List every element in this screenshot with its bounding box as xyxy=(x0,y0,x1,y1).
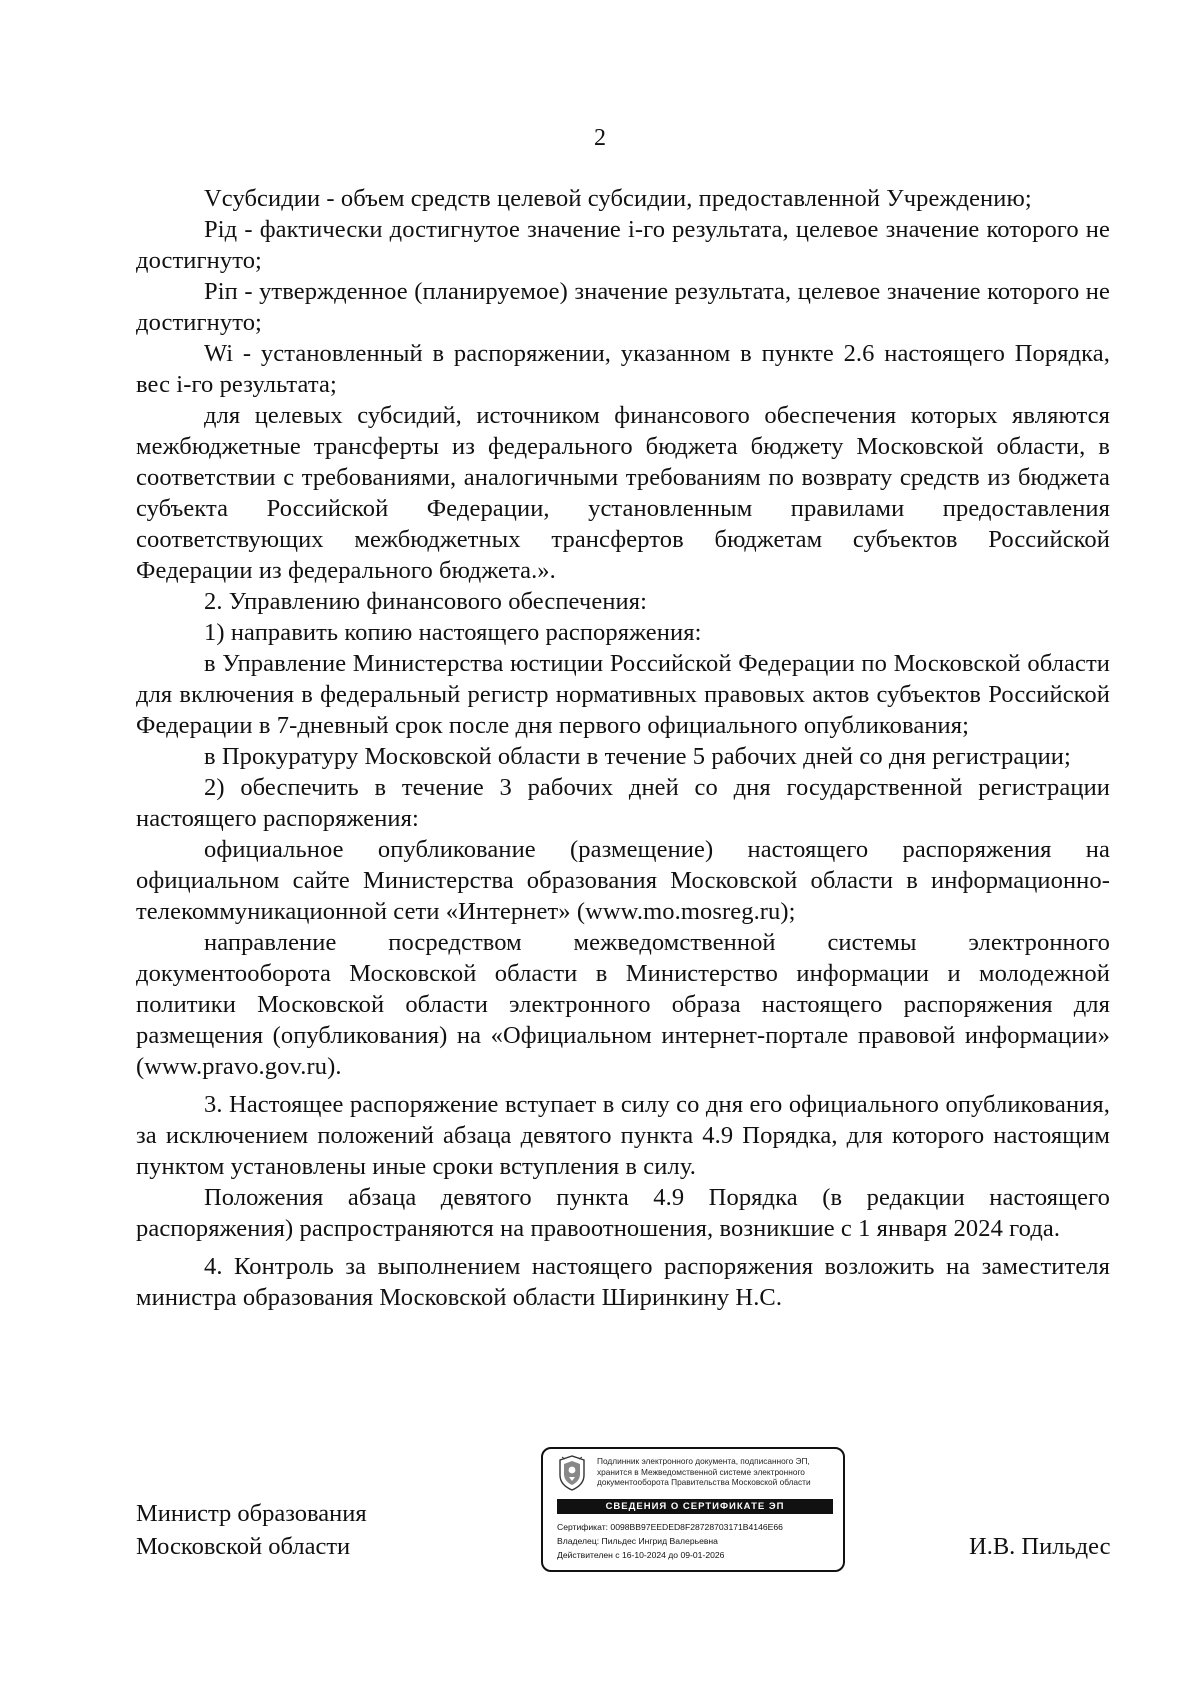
paragraph-prosecutors-office: в Прокуратуру Московской области в течение 5 рабочих дней со дня регистрации; xyxy=(204,743,1071,770)
certificate-validity: Действителен с 16-10-2024 до 09-01-2026 xyxy=(557,1550,725,1560)
paragraph-wi: Wi - установленный в распоряжении, указанном в пункте 2.6 настоящего Порядка, вес i-го результата; xyxy=(136,340,1110,398)
electronic-signature-stamp xyxy=(541,1447,845,1572)
signatory-position xyxy=(136,1497,367,1563)
document-body xyxy=(136,183,1110,1313)
paragraph-item-2: 2. Управлению финансового обеспечения: xyxy=(204,588,648,615)
stamp-header xyxy=(597,1456,841,1488)
stamp-header-line2: хранится в Межведомственной системе электронного xyxy=(597,1466,805,1477)
certificate-details xyxy=(557,1520,839,1562)
paragraph-edms-sending: направление посредством межведомственной системы электронного документооборота Московской области в Министерство информации и молодежной политики Московской области электронного образа настоящего распоряжения для размещения (опубликования) на «Официальном интернет-портале правовой информации» (www.pravo.gov.ru). xyxy=(136,929,1110,1080)
certificate-number: Сертификат: 0098BB97EEDED8F28728703171B4146E66 xyxy=(557,1522,783,1532)
paragraph-official-publication: официальное опубликование (размещение) настоящего распоряжения на официальном сайте Министерства образования Московской области в информационно-телекоммуникационной сети «Интернет» (www.mo.mosreg.ru); xyxy=(136,836,1110,925)
paragraph-item-2-2: 2) обеспечить в течение 3 рабочих дней со дня государственной регистрации настоящего распоряжения: xyxy=(136,774,1110,832)
certificate-info-bar: СВЕДЕНИЯ О СЕРТИФИКАТЕ ЭП xyxy=(557,1499,833,1514)
signatory-position-line2: Московской области xyxy=(136,1533,351,1560)
page-number: 2 xyxy=(594,125,606,151)
paragraph-p-id: Piд - фактически достигнутое значение i-го результата, целевое значение которого не достигнуто; xyxy=(136,216,1110,274)
paragraph-ministry-of-justice: в Управление Министерства юстиции Российской Федерации по Московской области для включения в федеральный регистр нормативных правовых актов субъектов Российской Федерации в 7-дневный срок после дня первого официального опубликования; xyxy=(136,650,1110,739)
stamp-header-line3: документооборота Правительства Московской области xyxy=(597,1477,811,1487)
paragraph-item-3: 3. Настоящее распоряжение вступает в силу со дня его официального опубликования, за исключением положений абзаца девятого пункта 4.9 Порядка, для которого настоящим пунктом установлены иные сроки вступления в силу. xyxy=(136,1091,1110,1180)
paragraph-target-subsidies: для целевых субсидий, источником финансового обеспечения которых являются межбюджетные трансферты из федерального бюджета бюджету Московской области, в соответствии с требованиями, аналогичными требованиям по возврату средств из бюджета субъекта Российской Федерации, установленным правилами предоставления соответствующих межбюджетных трансфертов бюджетам субъектов Российской Федерации из федерального бюджета.». xyxy=(136,402,1110,584)
paragraph-item-4: 4. Контроль за выполнением настоящего распоряжения возложить на заместителя министра образования Московской области Ширинкину Н.С. xyxy=(136,1253,1110,1311)
stamp-header-line1: Подлинник электронного документа, подписанного ЭП, xyxy=(597,1456,810,1466)
paragraph-p-ip: Piп - утвержденное (планируемое) значение результата, целевое значение которого не достигнуто; xyxy=(136,278,1110,336)
signatory-position-line1: Министр образования xyxy=(136,1500,367,1527)
paragraph-item-3-provisions: Положения абзаца девятого пункта 4.9 Порядка (в редакции настоящего распоряжения) распространяются на правоотношения, возникшие с 1 января 2024 года. xyxy=(136,1184,1110,1242)
coat-of-arms-icon xyxy=(557,1455,587,1491)
certificate-owner: Владелец: Пильдес Ингрид Валерьевна xyxy=(557,1536,718,1546)
signatory-name: И.В. Пильдес xyxy=(969,1533,1111,1560)
paragraph-item-2-1: 1) направить копию настоящего распоряжения: xyxy=(204,619,702,646)
paragraph-v-subsidy: Vсубсидии - объем средств целевой субсидии, предоставленной Учреждению; xyxy=(204,185,1032,212)
